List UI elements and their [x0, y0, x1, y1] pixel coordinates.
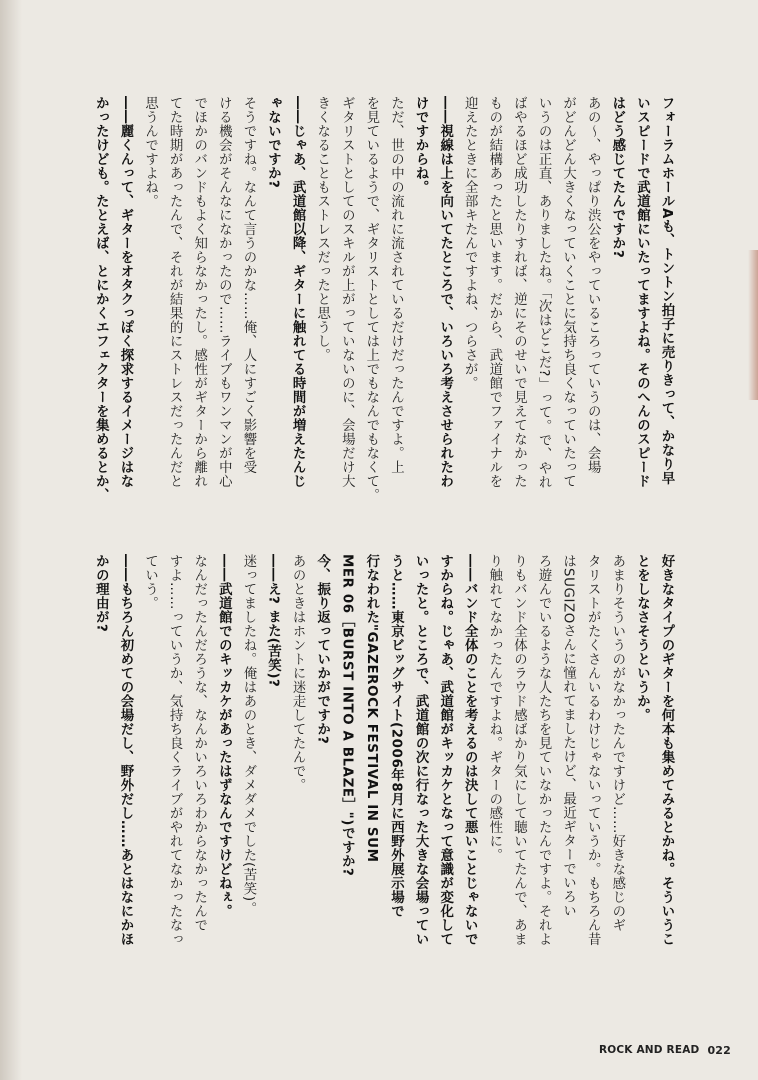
question-line: けですからね。 — [413, 96, 429, 194]
page-number: 022 — [707, 1043, 731, 1057]
answer-line: あまりそういうのがなかったんですけど……好きな感じのギ — [609, 554, 625, 932]
answer-line: てた時期があったんで、それが結果的にストレスだったんだと — [167, 96, 183, 488]
answer-line: そうですね。なんて言うのかな……俺、人にすごく影響を受 — [240, 96, 256, 474]
upper-text-block — [88, 96, 678, 536]
answer-line: ていう。 — [142, 554, 158, 610]
answer-line: り触れてなかったんですよね。ギターの感性に。 — [486, 554, 502, 862]
answer-line: がどんどん大きくなっていくことに気持ち良くなっていたって — [560, 96, 576, 488]
answer-line: 迎えたときに全部キたんですよね、つらさが。 — [462, 96, 478, 390]
magazine-title: ROCK AND READ — [598, 1044, 700, 1056]
question-line: すからね。じゃあ、武道館がキッカケとなって意識が変化して — [437, 554, 453, 946]
answer-line: いうのは正直、ありましたね。「次はどこだ?」って。で、やれ — [536, 96, 552, 490]
answer-line: ものが結構あったと思います。だから、武道館でファイナルを — [486, 96, 502, 488]
answer-line: でほかのバンドもよく知らなかったし。感性がギターから離れ — [191, 96, 207, 488]
question-line: 今、振り返っていかがですか? — [314, 554, 330, 745]
answer-line: ギタリストとしてのスキルが上がっていないのに、会場だけ大 — [339, 96, 355, 488]
question-line: いったと。ところで、武道館の次に行なった大きな会場ってい — [413, 554, 429, 946]
answer-line: あのときはホントに迷走してたんで。 — [290, 554, 306, 792]
answer-line: あの～、やっぱり渋公をやっているころっていうのは、会場 — [585, 96, 601, 474]
lower-text-block — [66, 554, 678, 992]
question-line: うと……東京ビッグサイト(2006年8月に西野外展示場で — [388, 554, 404, 919]
answer-line: 迷ってましたね。俺はあのとき、ダメダメでした(苦笑)。 — [240, 554, 256, 916]
spine-shadow — [0, 0, 22, 1080]
answer-line: りもバンド全体のラウド感ばかり気にして聴いてたんで、あま — [511, 554, 527, 946]
page-footer — [599, 1040, 731, 1060]
question-line: かったけども。たとえば、とにかくエフェクターを集めるとか、 — [93, 96, 109, 502]
answer-line: すよ……っていうか、気持ち良くライブがやれてなかったなっ — [167, 554, 183, 946]
question-line: ――視線は上を向いてたところで、いろいろ考えさせられたわ — [437, 96, 453, 488]
page-edge-mark — [748, 250, 758, 400]
question-line: はどう感じてたんですか? — [609, 96, 625, 259]
question-line: 行なわれた"GAZEROCK FESTIVAL IN SUM — [363, 554, 379, 863]
answer-line: ける機会がそんなになかったので……ライブもワンマンが中心 — [216, 96, 232, 488]
answer-line: なんだったんだろうな、なんかいろいろわからなかったんで — [191, 554, 207, 932]
question-line: ――もちろん初めての会場だし、野外だし……あとはなにかほ — [117, 554, 133, 946]
question-line: 好きなタイプのギターを何本も集めてみるとかね。そういうこ — [659, 554, 674, 946]
answer-line: を見ているようで、ギタリストとしては上でもなんでもなくて。 — [363, 96, 379, 502]
answer-line: ろ遊んでいるような人たちを見ていなかったんですよ。それよ — [536, 554, 552, 946]
question-line: かの理由が? — [93, 554, 109, 633]
question-line: とをしなさそうというか。 — [634, 554, 650, 722]
question-line: フォーラムホールAも、トントン拍子に売りきって、かなり早 — [659, 96, 674, 485]
question-line: ゃないですか? — [265, 96, 281, 189]
question-line: ――じゃあ、武道館以降、ギターに触れてる時間が増えたんじ — [290, 96, 306, 488]
question-line: ――バンド全体のことを考えるのは決して悪いことじゃないで — [462, 554, 478, 946]
answer-line: 思うんですよね。 — [142, 96, 158, 208]
answer-line: きくなることもストレスだったと思うし。 — [314, 96, 330, 362]
answer-line: ばやるほど成功したりすれば、逆にそのせいで見えてなかった — [511, 96, 527, 488]
question-line: いスピードで武道館にいたってますよね。そのへんのスピード — [634, 96, 650, 488]
question-line: MER 06［BURST INTO A BLAZE］")ですか? — [339, 554, 355, 877]
answer-line: はSUGIZOさんに憧れてましたけど、最近ギターでいろい — [560, 554, 576, 918]
answer-line: タリストがたくさんいるわけじゃないっていうか。もちろん昔 — [585, 554, 601, 946]
question-line: ――麗くんって、ギターをオタクっぽく探求するイメージはな — [117, 96, 133, 488]
answer-line: ただ、世の中の流れに流されているだけだったんですよ。上 — [388, 96, 404, 474]
question-line: ――武道館でのキッカケがあったはずなんですけどねぇ。 — [216, 554, 232, 918]
question-line: ――え? また(苦笑)? — [265, 554, 281, 688]
